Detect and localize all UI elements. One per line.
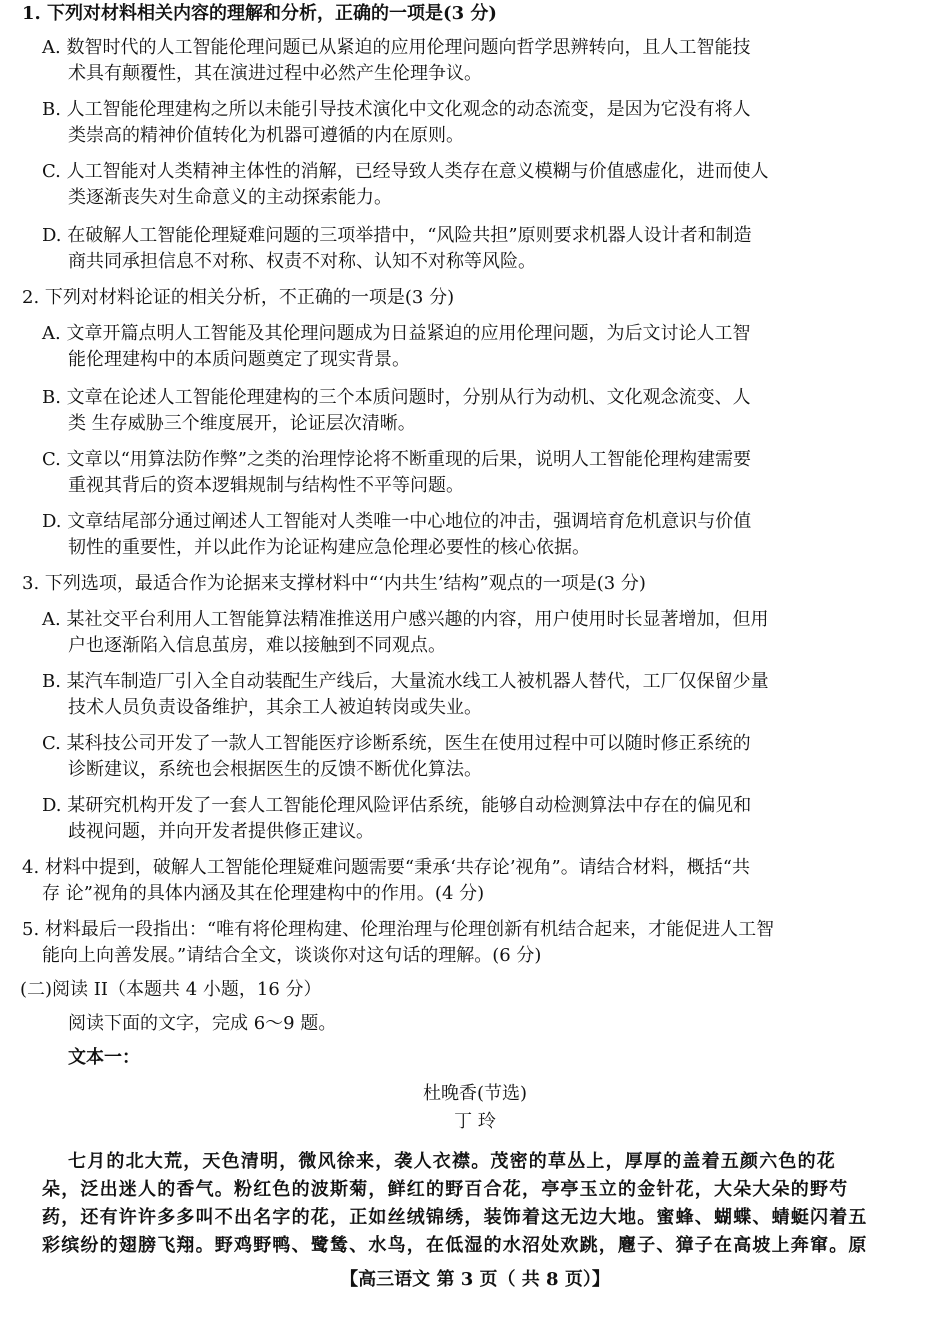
- q3-option-a-cont: 户也逐渐陷入信息茧房，难以接触到不同观点。: [68, 635, 446, 656]
- page-footer: 【高三语文 第 3 页（ 共 8 页）】: [340, 1269, 610, 1290]
- question-1-stem: 1. 下列对材料相关内容的理解和分析，正确的一项是(3 分): [22, 3, 497, 24]
- q3-option-c-cont: 诊断建议，系统也会根据医生的反馈不断优化算法。: [68, 759, 482, 780]
- q3-option-b-cont: 技术人员负责设备维护，其余工人被迫转岗或失业。: [68, 697, 482, 718]
- question-2-stem: 2. 下列对材料论证的相关分析，不正确的一项是(3 分): [22, 287, 455, 308]
- q3-option-b: B. 某汽车制造厂引入全自动装配生产线后，大量流水线工人被机器人替代，工厂仅保留少量: [42, 671, 769, 692]
- q2-option-a: A. 文章开篇点明人工智能及其伦理问题成为日益紧迫的应用伦理问题，为后文讨论人工智: [42, 323, 751, 344]
- q1-option-a-cont: 术具有颠覆性，其在演进过程中必然产生伦理争议。: [68, 63, 482, 84]
- q1-option-d: D. 在破解人工智能伦理疑难问题的三项举措中，“风险共担”原则要求机器人设计者和制造: [42, 225, 752, 246]
- q2-option-d-cont: 韧性的重要性，并以此作为论证构建应急伦理必要性的核心依据。: [68, 537, 590, 558]
- passage-title: 杜晚香(节选): [422, 1083, 528, 1104]
- passage-line-1: 七月的北大荒，天色清明，微风徐来，袭人衣襟。茂密的草丛上，厚厚的盖着五颜六色的花: [68, 1151, 836, 1172]
- text-one-label: 文本一：: [68, 1047, 140, 1068]
- question-4-cont: 存 论”视角的具体内涵及其在伦理建构中的作用。(4 分): [42, 883, 485, 904]
- q2-option-d: D. 文章结尾部分通过阐述人工智能对人类唯一中心地位的冲击，强调培育危机意识与价值: [42, 511, 752, 532]
- q1-option-c: C. 人工智能对人类精神主体性的消解，已经导致人类存在意义模糊与价值感虚化，进而使人: [42, 161, 769, 182]
- q2-option-b: B. 文章在论述人工智能伦理建构的三个本质问题时，分别从行为动机、文化观念流变、人: [42, 387, 751, 408]
- q1-option-d-cont: 商共同承担信息不对称、权责不对称、认知不对称等风险。: [68, 251, 536, 272]
- q3-option-a: A. 某社交平台利用人工智能算法精准推送用户感兴趣的内容，用户使用时长显著增加，但用: [42, 609, 769, 630]
- q2-option-b-cont: 类 生存威胁三个维度展开，论证层次清晰。: [68, 413, 416, 434]
- q3-option-d: D. 某研究机构开发了一套人工智能伦理风险评估系统，能够自动检测算法中存在的偏见和: [42, 795, 752, 816]
- section-instruction: 阅读下面的文字，完成 6～9 题。: [68, 1013, 337, 1034]
- passage-author: 丁 玲: [454, 1111, 496, 1132]
- q3-option-d-cont: 歧视问题，并向开发者提供修正建议。: [68, 821, 374, 842]
- question-5-cont: 能向上向善发展。”请结合全文，谈谈你对这句话的理解。(6 分): [42, 945, 542, 966]
- passage-line-3: 药，还有许许多多叫不出名字的花，正如丝绒锦绣，装饰着这无边大地。蜜蜂、蝴蝶、蜻蜓闪着五: [42, 1207, 868, 1228]
- q2-option-a-cont: 能伦理建构中的本质问题奠定了现实背景。: [68, 349, 410, 370]
- question-3-stem: 3. 下列选项，最适合作为论据来支撑材料中“‘内共生’结构”观点的一项是(3 分): [22, 573, 646, 594]
- q3-option-c: C. 某科技公司开发了一款人工智能医疗诊断系统，医生在使用过程中可以随时修正系统的: [42, 733, 751, 754]
- section-heading: (二)阅读 II（本题共 4 小题，16 分）: [20, 979, 322, 1000]
- question-5-stem: 5. 材料最后一段指出：“唯有将伦理构建、伦理治理与伦理创新有机结合起来，才能促进人工智: [22, 919, 775, 940]
- q1-option-a: A. 数智时代的人工智能伦理问题已从紧迫的应用伦理问题向哲学思辨转向，且人工智能技: [42, 37, 751, 58]
- q1-option-c-cont: 类逐渐丧失对生命意义的主动探索能力。: [68, 187, 392, 208]
- passage-line-2: 朵，泛出迷人的香气。粉红色的波斯菊，鲜红的野百合花，亭亭玉立的金针花，大朵大朵的野芍: [42, 1179, 849, 1200]
- q1-option-b: B. 人工智能伦理建构之所以未能引导技术演化中文化观念的动态流变，是因为它没有将人: [42, 99, 751, 120]
- question-4-stem: 4. 材料中提到，破解人工智能伦理疑难问题需要“秉承‘共存论’视角”。请结合材料，概括“共: [22, 857, 750, 878]
- q1-option-b-cont: 类崇高的精神价值转化为机器可遵循的内在原则。: [68, 125, 464, 146]
- q2-option-c: C. 文章以“用算法防作弊”之类的治理悖论将不断重现的后果，说明人工智能伦理构建需要: [42, 449, 751, 470]
- passage-line-4: 彩缤纷的翅膀飞翔。野鸡野鸭、鹭鸶、水鸟，在低湿的水沼处欢跳，麅子、獐子在高坡上奔窜。原: [42, 1235, 868, 1256]
- q2-option-c-cont: 重视其背后的资本逻辑规制与结构性不平等问题。: [68, 475, 464, 496]
